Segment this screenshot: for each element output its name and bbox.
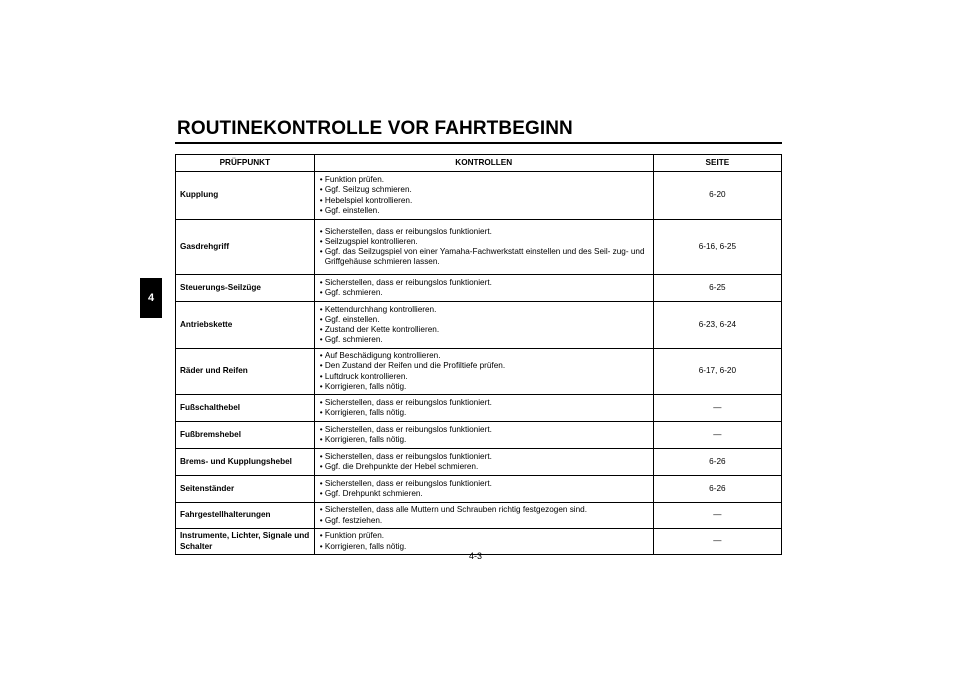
check-point: Seitenständer <box>176 476 315 503</box>
table-row <box>176 476 782 503</box>
page-reference: 6-26 <box>653 476 781 503</box>
table-row <box>176 503 782 529</box>
check-point: Gasdrehgriff <box>176 220 315 275</box>
check-item: • Sicherstellen, dass er reibungslos funktioniert. <box>319 278 649 288</box>
check-point: Instrumente, Lichter, Signale und Schalter <box>176 529 315 555</box>
check-list-cell <box>314 172 653 220</box>
check-item: • Funktion prüfen. <box>319 175 649 185</box>
check-item: • Luftdruck kontrollieren. <box>319 372 649 382</box>
table-row <box>176 449 782 476</box>
check-point: Kupplung <box>176 172 315 220</box>
check-list <box>319 425 649 445</box>
check-item: • Ggf. einstellen. <box>319 315 649 325</box>
check-list-cell <box>314 449 653 476</box>
page-reference: 6-26 <box>653 449 781 476</box>
check-item: • Sicherstellen, dass er reibungslos funktioniert. <box>319 479 649 489</box>
table-row <box>176 172 782 220</box>
check-list <box>319 505 649 525</box>
check-item: • Ggf. schmieren. <box>319 335 649 345</box>
check-item: • Ggf. das Seilzugspiel von einer Yamaha-Fachwerkstatt einstellen und des Seil- zug- und Griffgehäuse schmieren lassen. <box>319 247 649 267</box>
page-reference: — <box>653 529 781 555</box>
check-list-cell <box>314 302 653 349</box>
check-list-cell <box>314 422 653 449</box>
check-list-cell <box>314 476 653 503</box>
table-header-row <box>176 155 782 172</box>
check-point: Brems- und Kupplungshebel <box>176 449 315 476</box>
check-list-cell <box>314 349 653 395</box>
check-item: • Funktion prüfen. <box>319 531 649 541</box>
check-point: Räder und Reifen <box>176 349 315 395</box>
check-list <box>319 305 649 346</box>
check-list-cell <box>314 220 653 275</box>
page-reference: 6-25 <box>653 275 781 302</box>
header-checks: KONTROLLEN <box>314 155 653 172</box>
check-list-cell <box>314 529 653 555</box>
table-row <box>176 302 782 349</box>
check-list <box>319 452 649 472</box>
check-point: Steuerungs-Seilzüge <box>176 275 315 302</box>
page-title: ROUTINEKONTROLLE VOR FAHRTBEGINN <box>177 118 573 139</box>
check-list <box>319 227 649 268</box>
check-list <box>319 398 649 418</box>
header-page: SEITE <box>653 155 781 172</box>
check-item: • Hebelspiel kontrollieren. <box>319 196 649 206</box>
check-item: • Korrigieren, falls nötig. <box>319 408 649 418</box>
table-row <box>176 422 782 449</box>
header-point: PRÜFPUNKT <box>176 155 315 172</box>
chapter-tab: 4 <box>140 278 162 318</box>
check-item: • Sicherstellen, dass er reibungslos funktioniert. <box>319 452 649 462</box>
page-reference: 6-16, 6-25 <box>653 220 781 275</box>
check-item: • Ggf. einstellen. <box>319 206 649 216</box>
check-item: • Sicherstellen, dass alle Muttern und Schrauben richtig festgezogen sind. <box>319 505 649 515</box>
page-reference: — <box>653 422 781 449</box>
check-list <box>319 479 649 499</box>
check-item: • Auf Beschädigung kontrollieren. <box>319 351 649 361</box>
check-list-cell <box>314 395 653 422</box>
page-reference: 6-20 <box>653 172 781 220</box>
page-reference: 6-17, 6-20 <box>653 349 781 395</box>
page-number: 4-3 <box>469 551 483 561</box>
check-item: • Ggf. festziehen. <box>319 516 649 526</box>
table-body <box>176 172 782 555</box>
check-item: • Korrigieren, falls nötig. <box>319 542 649 552</box>
check-item: • Korrigieren, falls nötig. <box>319 382 649 392</box>
check-list <box>319 531 649 551</box>
check-list-cell <box>314 503 653 529</box>
check-item: • Ggf. Seilzug schmieren. <box>319 185 649 195</box>
table-row <box>176 220 782 275</box>
check-item: • Sicherstellen, dass er reibungslos funktioniert. <box>319 227 649 237</box>
check-point: Antriebskette <box>176 302 315 349</box>
table-row <box>176 349 782 395</box>
check-item: • Seilzugspiel kontrollieren. <box>319 237 649 247</box>
check-point: Fahrgestellhalterungen <box>176 503 315 529</box>
table-row <box>176 395 782 422</box>
page-reference: — <box>653 503 781 529</box>
check-point: Fußschalthebel <box>176 395 315 422</box>
title-rule <box>175 142 782 144</box>
check-item: • Korrigieren, falls nötig. <box>319 435 649 445</box>
check-list <box>319 175 649 216</box>
check-list <box>319 278 649 298</box>
check-item: • Sicherstellen, dass er reibungslos funktioniert. <box>319 398 649 408</box>
check-item: • Ggf. die Drehpunkte der Hebel schmieren. <box>319 462 649 472</box>
page-reference: — <box>653 395 781 422</box>
check-item: • Ggf. schmieren. <box>319 288 649 298</box>
check-list-cell <box>314 275 653 302</box>
checklist-table <box>175 154 782 555</box>
check-list <box>319 351 649 392</box>
page-reference: 6-23, 6-24 <box>653 302 781 349</box>
check-item: • Kettendurchhang kontrollieren. <box>319 305 649 315</box>
check-item: • Zustand der Kette kontrollieren. <box>319 325 649 335</box>
check-item: • Sicherstellen, dass er reibungslos funktioniert. <box>319 425 649 435</box>
check-item: • Ggf. Drehpunkt schmieren. <box>319 489 649 499</box>
check-point: Fußbremshebel <box>176 422 315 449</box>
table-row <box>176 275 782 302</box>
check-item: • Den Zustand der Reifen und die Profiltiefe prüfen. <box>319 361 649 371</box>
